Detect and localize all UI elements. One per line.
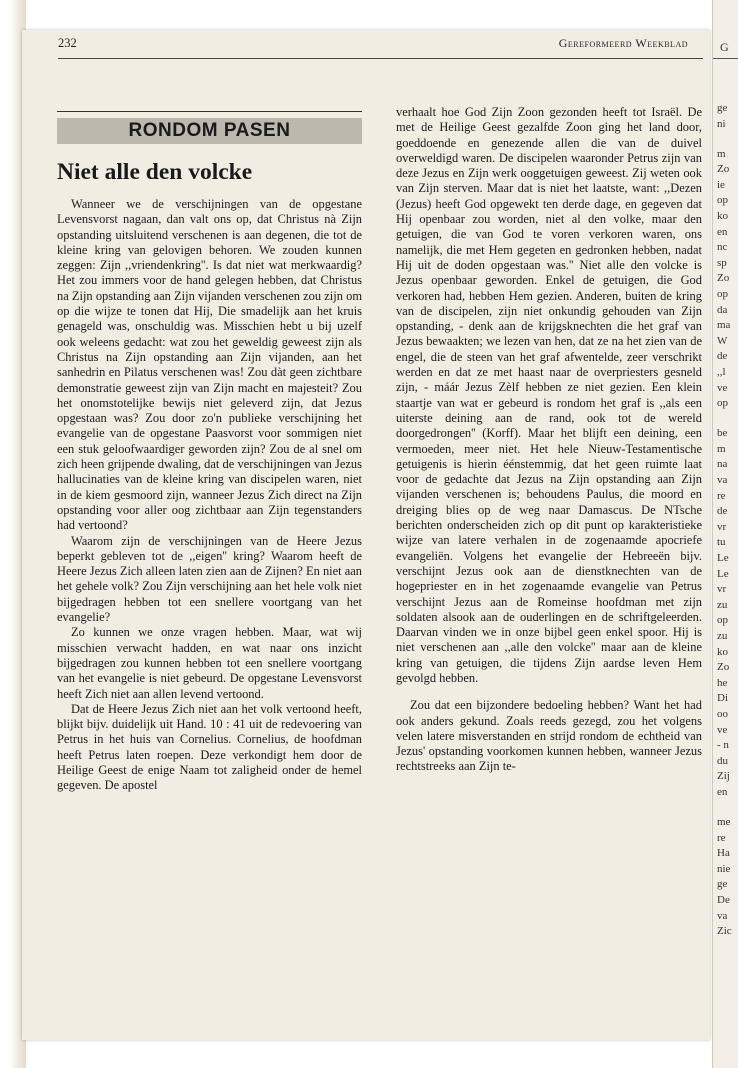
next-page-line-fragment: op [717, 614, 728, 627]
next-page-line-fragment: Ha [717, 847, 730, 860]
next-page-line-fragment: Zo [717, 272, 730, 285]
next-page-line-fragment: he [717, 676, 728, 689]
next-page-line-fragment: nie [717, 862, 731, 875]
next-page-line-fragment: va [717, 474, 728, 486]
paragraph: Wanneer we de verschijningen van de opgestane Levensvorst nagaan, dan valt ons op, dat Christus nà Zijn opstanding uitsluitend verschenen is aan degenen, die tot de kleine kring van gelovigen behoren. We zouden kunnen zeggen: Zijn ,,vriendenkring''. Is dat niet wat merkwaardig? Het zou immers voor de hand gelegen hebben, dat Christus na Zijn opstanding aan Zijn vijanden verschenen zou zijn om op die wijze te tonen dat Hij, Die smadelijk aan het kruis genageld was, onschuldig was. Misschien hebt u bij uzelf ook weleens gedacht: wat zou het geweldig geweest zijn als Christus na Zijn opstanding aan Zijn vijanden, aan het sanhedrin en Pilatus verschenen was! Zou dàt geen zichtbare demonstratie geweest zijn van Zijn macht en majesteit? Zou het onomstotelijke bewijs niet geleverd zijn, dat Jezus opgestaan was? Zou door zo'n publieke verschijning het evangelie van de opgestane Paasvorst voor sommigen niet een stuk geloofwaardiger geworden zijn? Zou de al snel om zich heen grijpende dwaling, dat de verschijningen van Jezus hallucinaties van de kleine kring van discipelen waren, niet in de kiem gesmoord zijn, wanneer Jezus Zich direct na Zijn opstanding voor aller oog zichtbaar aan Zijn tegenstanders had vertoond? [57, 197, 362, 533]
next-page-line-fragment: en [717, 225, 728, 238]
next-page-header-rule [713, 58, 738, 59]
next-page-line-fragment: vr [717, 583, 727, 596]
running-head: Gereformeerd Weekblad [558, 36, 688, 50]
header-rule [58, 58, 703, 59]
next-page-line-fragment: Le [717, 552, 729, 564]
next-page-line-fragment: ve [717, 723, 728, 736]
next-page-line-fragment: ie [717, 178, 725, 191]
rubric-banner: RONDOM PASEN [57, 118, 362, 144]
next-page-line-fragment: vr [717, 520, 727, 533]
next-page-line-fragment: - n [717, 739, 729, 752]
next-page-line-fragment: ma [717, 319, 731, 332]
paragraph: Zo kunnen we onze vragen hebben. Maar, wat wij misschien verwacht hadden, en wat naar ons inzicht bijgedragen zou kunnen hebben tot een snellere voortgang van het evangelie is niet gebeurd. De opgestane Levensvorst heeft Zich niet aan allen levend vertoond. [57, 625, 362, 701]
next-page-line-fragment: Zij [717, 770, 730, 783]
next-page-line-fragment: op [717, 288, 728, 300]
next-page-line-fragment: de [717, 505, 728, 518]
page-number: 232 [58, 36, 77, 50]
next-page-line-fragment: Zo [717, 661, 730, 674]
next-page-line-fragment: du [717, 754, 728, 767]
next-page-line-fragment: Zic [717, 925, 732, 938]
left-column [57, 197, 362, 794]
next-page-line-fragment: Le [717, 567, 729, 580]
article-title: Niet alle den volcke [57, 159, 253, 185]
next-page-line-fragment: m [717, 442, 726, 455]
next-page-line-fragment: m [717, 147, 726, 160]
next-page-line-fragment: W [717, 334, 728, 347]
next-page-line-fragment: en [717, 786, 728, 798]
next-page-line-fragment: nc [717, 241, 728, 254]
paragraph: Waarom zijn de verschijningen van de Heere Jezus beperkt gebleven tot de ,,eigen'' kring? Waarom heeft de Heere Jezus Zich alleen laten zien aan de Zijnen? En niet aan het gehele volk? Zou Zijn verschijning aan het hele volk niet bijgedragen hebben tot een snellere voortgang van het evangelie? [57, 533, 362, 625]
next-page-line-fragment: Di [717, 692, 728, 705]
paragraph: Zou dat een bijzondere bedoeling hebben? Want het had ook anders gekund. Zoals reeds gezegd, zou het volgens velen latere misverstanden en strijd rondom de echtheid van Jezus' opstanding voorkomen kunnen hebben, wanneer Jezus rechtstreeks aan Zijn te- [396, 698, 702, 774]
next-page-line-fragment: re [717, 831, 726, 844]
next-page-line-fragment: De [717, 894, 730, 906]
next-page-line-fragment: Zo [717, 163, 730, 176]
next-page-line-fragment: ni [717, 117, 726, 130]
next-page-edge [712, 0, 738, 1068]
next-page-line-fragment: oo [717, 708, 728, 720]
next-page-line-fragment: me [717, 816, 731, 828]
next-page-line-fragment: op [717, 397, 728, 410]
next-page-running-head: G [720, 40, 729, 54]
next-page-line-fragment: va [717, 909, 728, 922]
paragraph: Dat de Heere Jezus Zich niet aan het volk vertoond heeft, blijkt bijv. duidelijk uit Hand. 10 : 41 uit de redevoering van Petrus in het huis van Cornelius. Cornelius, de hoofdman heeft Petrus laten roepen. Deze verkondigt hem door de Heilige Geest de enige Naam tot zaligheid onder de hemel gegeven. De apostel [57, 701, 362, 793]
next-page-line-fragment: op [717, 194, 728, 207]
next-page-line-fragment: ge [717, 878, 728, 891]
rubric-top-rule [57, 111, 362, 112]
next-page-line-fragment: sp [717, 256, 727, 269]
next-page-line-fragment: zu [717, 598, 728, 611]
next-page-line-fragment: da [717, 303, 728, 316]
page-header [40, 36, 708, 50]
next-page-line-fragment: na [717, 458, 728, 471]
next-page-line-fragment: de [717, 350, 728, 363]
paragraph: verhaalt hoe God Zijn Zoon gezonden heeft tot Israël. De met de Heilige Geest gezalfde Zoon ging het land door, goeddoende en genezende allen die van de duivel overweldigd waren. De discipelen waaronder Petrus zijn van deze Jezus en Zijn werk ooggetuigen geweest. Zij weten ook van Zijn sterven. Maar dat is niet het laatste, want: ,,Dezen (Jezus) heeft God opgewekt ten derde dage, en gegeven dat Hij openbaar zou worden, niet al den volke, maar den getuigen, die van God te voren verkoren waren, ons namelijk, die met Hem gegeten en gedronken hebben, nadat Hij uit de doden opgestaan was.'' Niet alle den volcke is Jezus openbaar geworden. Enkel de getuigen, die God verkoren had, hebben Hem gezien. Anderen, buiten de kring van de discipelen, zijn niet onkundig gehouden van Zijn opstanding, - denk aan de krijgsknechten die het graf van Jezus bewaakten; we lezen van hen, dat ze na het zien van de engel, die de steen van het graf afwentelde, zeer verschrikt werden en dat ze met haast naar de overpriesters gesneld zijn, - máár Jezus Zèlf hebben ze niet gezien. Een klein staartje van wat er gebeurd is rondom het graf is ,,als een uiterste deining aan de rand, ook tot de wereld doorgedrongen'' (Korff). Maar het blijft een deining, een vermoeden, meer niet. Het hele Nieuw-Testamentische getuigenis is hierin éénstemmig, dat het geen ruimte laat voor de gedachte dat Jezus na Zijn opstanding aan Zijn vijanden verschenen is; behoudens Paulus, die moord en dreiging blies op de weg naar Damascus. De NTsche berichten onderscheiden zich op dit punt op karakteristieke wijze van latere verhalen in de zogenaamde apocriefe evangeliën. Volgens het evangelie der Hebreeën bijv. verschijnt Jezus ook aan de dienstknechten van de hogepriester en in het zogenaamde evangelie van Petrus verschijnt Jezus aan de Romeinse hoofdman met zijn soldaten alsook aan de ouderlingen en de schriftgeleerden. Daarvan vinden we in onze bijbel geen enkel spoor. Hij is niet verschenen aan ,,alle den volcke'' maar aan de kleine kring van getuigen, die tijdens Zijn aardse leven Hem gevolgd hebben. [396, 105, 702, 685]
next-page-line-fragment: ,,l [717, 366, 726, 378]
next-page-line-fragment: tu [717, 536, 726, 549]
next-page-line-fragment: ko [717, 645, 728, 658]
next-page-line-fragment: ve [717, 381, 728, 394]
right-column [396, 105, 702, 775]
next-page-line-fragment: zu [717, 630, 728, 642]
next-page-line-fragment: re [717, 489, 726, 502]
next-page-line-fragment: be [717, 427, 728, 440]
next-page-line-fragment: ge [717, 102, 728, 114]
next-page-line-fragment: ko [717, 210, 728, 222]
